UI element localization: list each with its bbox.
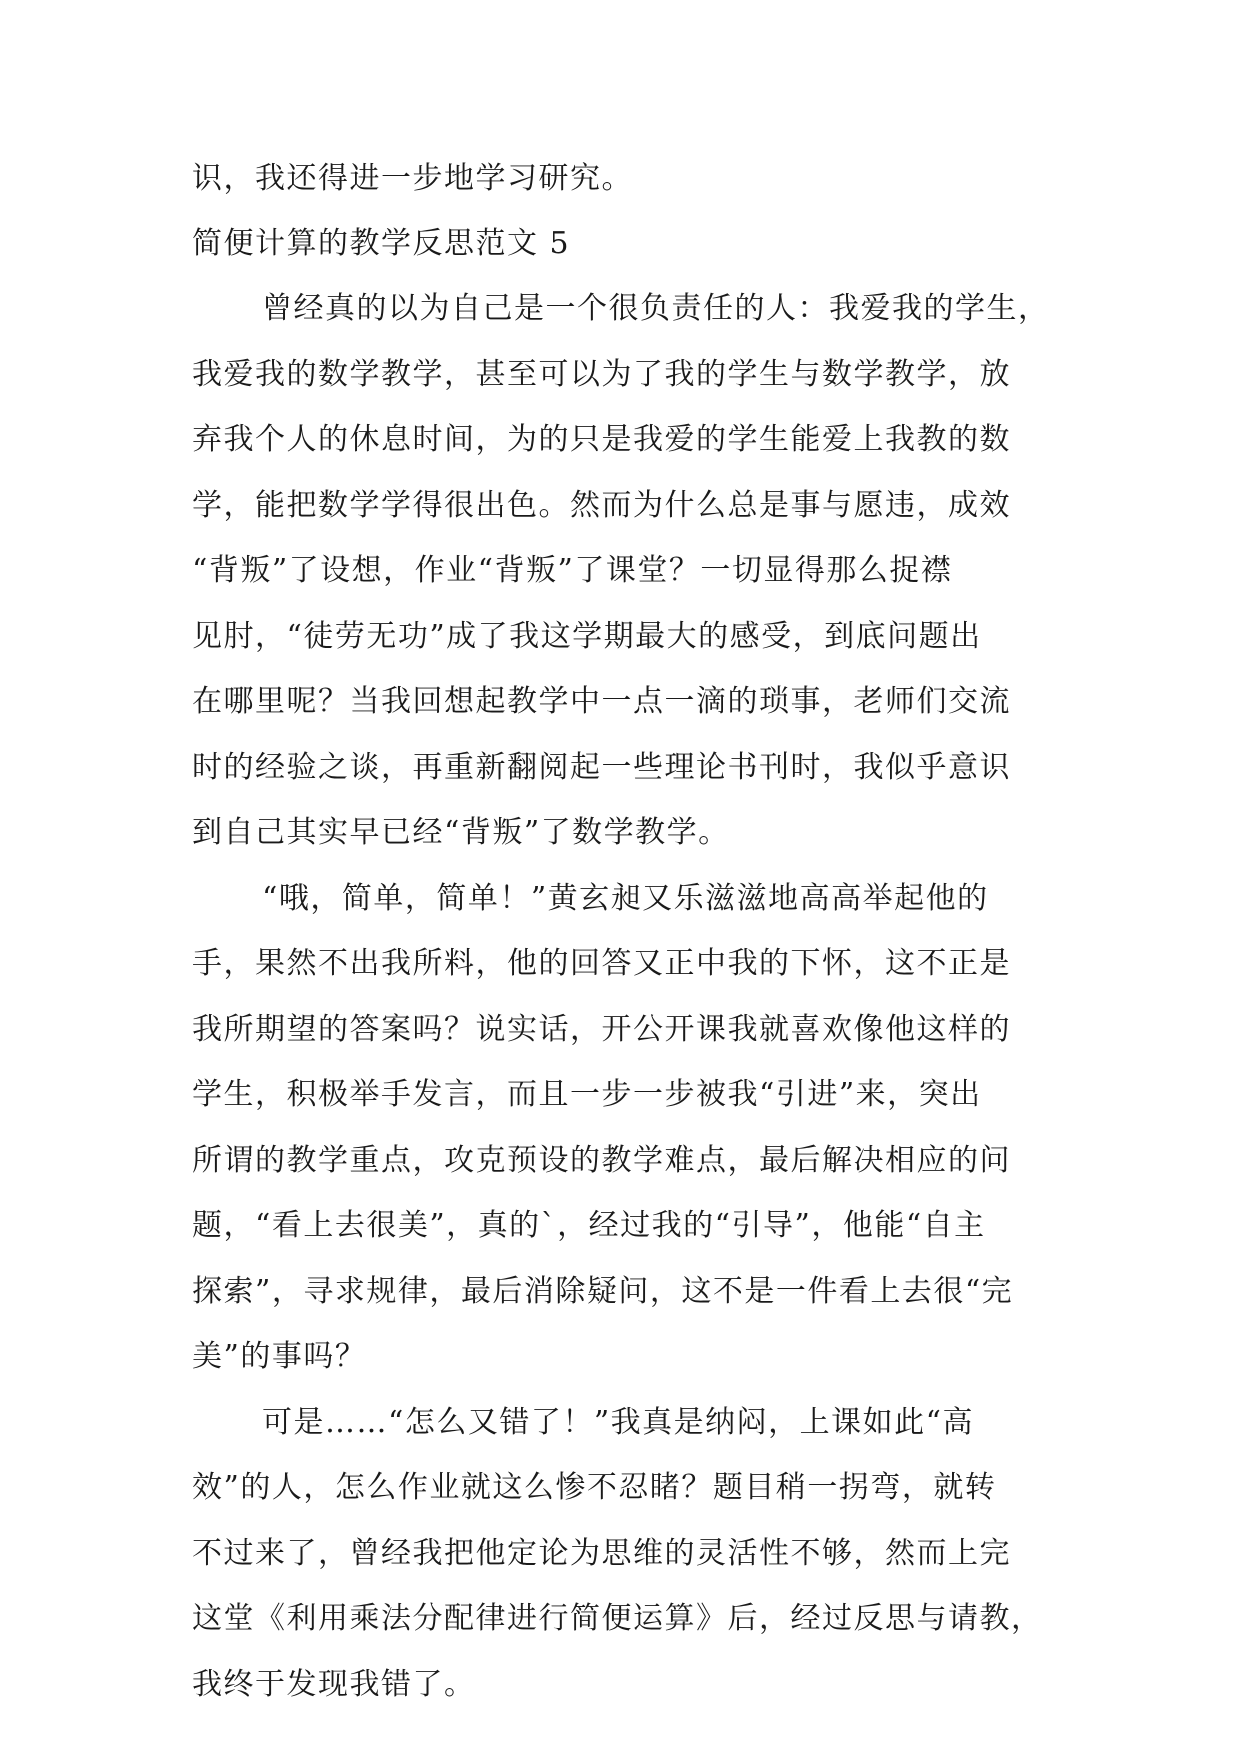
paragraph-line: 我所期望的答案吗？说实话，开公开课我就喜欢像他这样的 (192, 1012, 1011, 1047)
paragraph-line: 题，“看上去很美”，真的`，经过我的“引导”，他能“自主 (192, 1208, 986, 1243)
paragraph-line: 我爱我的数学教学，甚至可以为了我的学生与数学教学，放 (192, 357, 1011, 392)
paragraph-line: 所谓的教学重点，攻克预设的教学难点，最后解决相应的问 (192, 1143, 1011, 1178)
paragraph-line: 弃我个人的休息时间，为的只是我爱的学生能爱上我教的数 (192, 422, 1011, 457)
paragraph-line: 手，果然不出我所料，他的回答又正中我的下怀，这不正是 (192, 946, 1011, 981)
paragraph-line: 不过来了，曾经我把他定论为思维的灵活性不够，然而上完 (192, 1536, 1011, 1571)
paragraph-line: 见肘，“徒劳无功”成了我这学期最大的感受，到底问题出 (192, 619, 982, 654)
text-line: 识，我还得进一步地学习研究。 (192, 161, 633, 196)
paragraph-line: 到自己其实早已经“背叛”了数学教学。 (192, 815, 730, 850)
paragraph-line: “哦，简单，简单！”黄玄昶又乐滋滋地高高举起他的 (262, 881, 989, 916)
paragraph-line: 学，能把数学学得很出色。然而为什么总是事与愿违，成效 (192, 488, 1011, 523)
paragraph-line: 可是……“怎么又错了！”我真是纳闷，上课如此“高 (262, 1405, 975, 1440)
paragraph-line: 我终于发现我错了。 (192, 1667, 476, 1702)
paragraph-line: 曾经真的以为自己是一个很负责任的人：我爱我的学生， (262, 291, 1050, 326)
paragraph-line: 这堂《利用乘法分配律进行简便运算》后，经过反思与请教， (192, 1601, 1043, 1636)
paragraph-line: 探索”，寻求规律，最后消除疑问，这不是一件看上去很“完 (192, 1274, 1014, 1309)
paragraph-line: “背叛”了设想，作业“背叛”了课堂？一切显得那么捉襟 (192, 553, 953, 588)
paragraph-line: 效”的人，怎么作业就这么惨不忍睹？题目稍一拐弯，就转 (192, 1470, 997, 1505)
paragraph-line: 时的经验之谈，再重新翻阅起一些理论书刊时，我似乎意识 (192, 750, 1011, 785)
section-heading: 简便计算的教学反思范文 5 (192, 226, 571, 261)
paragraph-line: 在哪里呢？当我回想起教学中一点一滴的琐事，老师们交流 (192, 684, 1011, 719)
paragraph-line: 美”的事吗？ (192, 1339, 367, 1374)
paragraph-line: 学生，积极举手发言，而且一步一步被我“引进”来，突出 (192, 1077, 982, 1112)
